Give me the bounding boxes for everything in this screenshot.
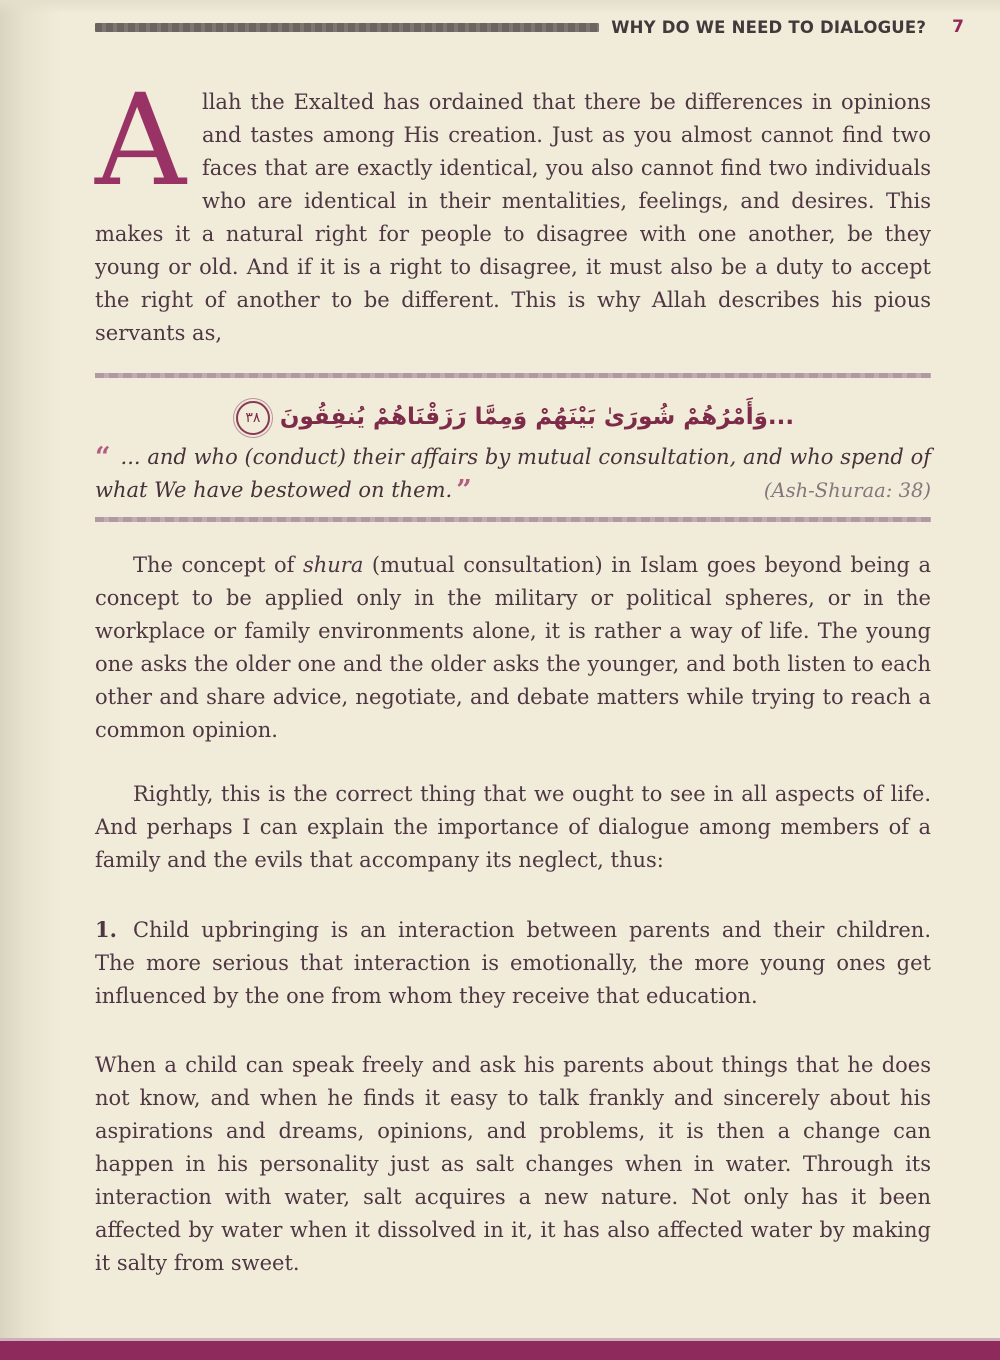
drop-cap: A [95,67,186,214]
paragraph-2-before: The concept of [133,553,303,577]
close-quote-icon: ” [456,475,472,506]
page-edge-shadow [0,0,60,1360]
paragraph-4: When a child can speak freely and ask his parents about things that he does not know, and when he finds it easy to talk frankly and sincerely about his aspirations and dreams, opinions, and problems, it is then a change can happen in his personality just as salt changes when in water. Through its interaction with water, salt acquires a new nature. Not only has it been affected by water when it dissolved in it, it has also affected water by making it salty from sweet. [95,1053,931,1275]
verse-translation-quote [95,441,931,507]
paragraph-2 [95,549,931,747]
chapter-title: WHY DO WE NEED TO DIALOGUE? [611,17,927,37]
numbered-item-1 [95,913,931,1013]
paragraph-1-text: llah the Exalted has ordained that there be differences in opinions and tastes among His creation. Just as you almost cannot find two faces that are exactly identical, you also cannot find two individuals who are identical in their mentalities, feelings, and desires. This makes it a natural right for people to disagree with one another, be they young or old. And if it is a right to disagree, it must also be a duty to accept the right of another to be different. This is why Allah describes his pious servants as, [95,90,931,345]
verse-reference: (Ash-Shuraa: 38) [763,479,931,502]
text-column [95,67,931,1280]
shura-italic-term: shura [302,553,364,577]
open-quote-icon: “ [95,442,111,473]
arabic-verse-text: ...وَأَمْرُهُمْ شُورَىٰ بَيْنَهُمْ وَمِمَّا رَزَقْنَاهُمْ يُنفِقُونَ [279,404,795,430]
page-top-shadow [0,0,1000,14]
header-rule [95,23,599,32]
divider-top [95,373,931,378]
divider-bottom [95,517,931,522]
quran-verse-arabic [95,393,931,441]
page-number: 7 [952,17,964,37]
paragraph-1 [95,67,931,350]
ayah-number-medallion: ٣٨ [236,401,270,435]
footer-color-bar [0,1338,1000,1360]
paragraph-2-after: (mutual consultation) in Islam goes beyond being a concept to be applied only in the military or political spheres, or in the workplace or family environments alone, it is rather a way of life. The young one asks the older one and the older asks the younger, and both listen to each other and share advice, negotiate, and debate matters while trying to reach a common opinion. [95,553,931,742]
page-header [95,17,964,37]
paragraph-3: Rightly, this is the correct thing that we ought to see in all aspects of life. And perhaps I can explain the importance of dialogue among members of a family and the evils that accompany its neglect, thus: [95,782,931,872]
translation-text: ... and who (conduct) their affairs by mutual consultation, and who spend of what We have bestowed on them. [95,445,931,502]
item-number: 1. [95,917,117,942]
item-1-text: Child upbringing is an interaction between parents and their children. The more serious that interaction is emotionally, the more young ones get influenced by the one from whom they receive that education. [95,918,931,1008]
